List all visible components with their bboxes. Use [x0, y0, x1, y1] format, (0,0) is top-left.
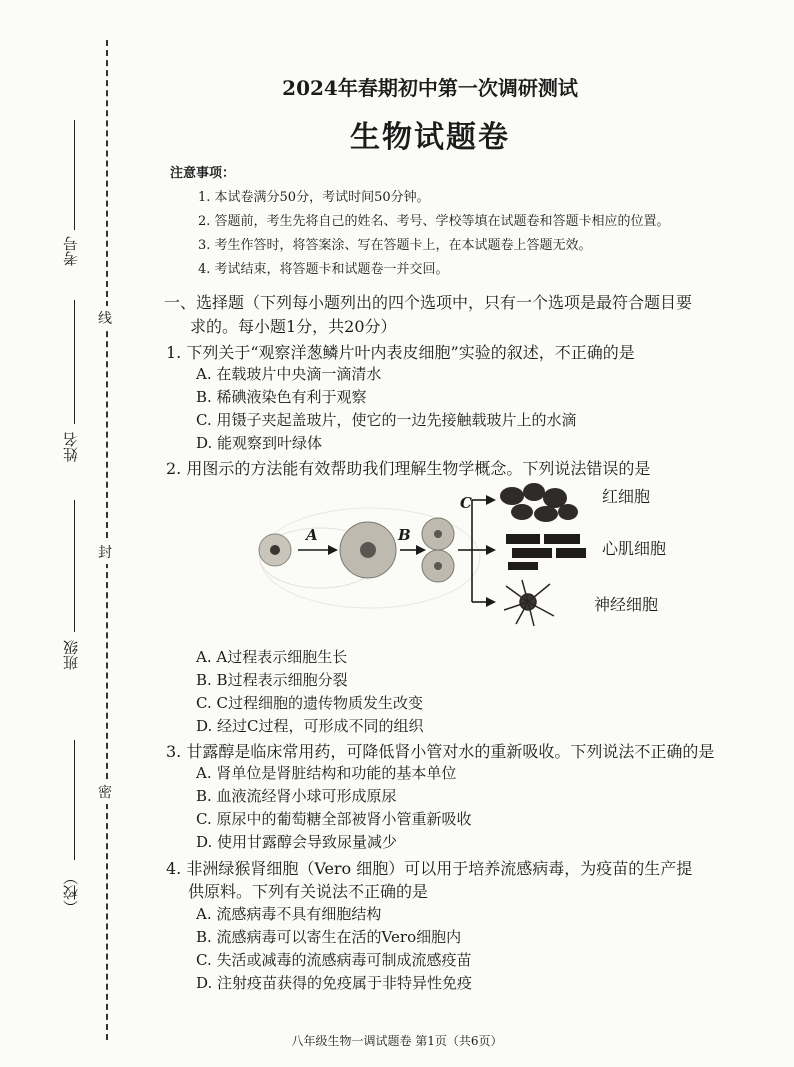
- divided-cells-icon: [422, 518, 454, 582]
- grown-cell-icon: [340, 522, 396, 578]
- binding-mark-xian: 线: [98, 306, 112, 330]
- notice-heading: 注意事项：: [170, 166, 236, 181]
- binding-mark-mi: 密: [98, 780, 112, 804]
- question-3-option-c: C. 原尿中的葡萄糖全部被肾小管重新吸收: [196, 810, 472, 828]
- cardiac-muscle-cells-icon: [506, 534, 586, 570]
- notice-item: 2. 答题前，考生先将自己的姓名、考号、学校等填在试题卷和答题卡相应的位置。: [198, 214, 670, 229]
- notice-item: 1. 本试卷满分50分，考试时间50分钟。: [198, 190, 430, 205]
- question-2-stem: 2. 用图示的方法能有效帮助我们理解生物学概念。下列说法错误的是: [166, 459, 651, 478]
- class-label: 班级: [62, 640, 80, 670]
- name-blank: [74, 300, 75, 424]
- page-footer: 八年级生物一调试题卷 第1页（共6页）: [291, 1034, 503, 1048]
- nerve-cell-icon: [504, 580, 554, 626]
- question-4-option-a: A. 流感病毒不具有细胞结构: [196, 905, 382, 923]
- paper-subtitle: 生物试题卷: [350, 120, 510, 155]
- section-heading-line2: 求的。每小题1分，共20分）: [190, 317, 397, 336]
- question-1-stem: 1. 下列关于“观察洋葱鳞片叶内表皮细胞”实验的叙述，不正确的是: [166, 343, 635, 362]
- class-blank: [74, 500, 75, 632]
- question-3-option-a: A. 肾单位是肾脏结构和功能的基本单位: [196, 764, 457, 782]
- label-nerve-cell: 神经细胞: [594, 595, 659, 614]
- name-label: 姓名: [62, 432, 80, 462]
- notice-item: 3. 考生作答时，将答案涂、写在答题卡上，在本试题卷上答题无效。: [198, 238, 592, 253]
- question-3-option-d: D. 使用甘露醇会导致尿量减少: [196, 833, 398, 851]
- school-blank: [74, 740, 75, 860]
- question-1-option-c: C. 用镊子夹起盖玻片，使它的一边先接触载玻片上的水滴: [196, 411, 577, 429]
- question-3-stem: 3. 甘露醇是临床常用药，可降低肾小管对水的重新吸收。下列说法不正确的是: [166, 742, 715, 761]
- cell-differentiation-diagram: [250, 478, 690, 628]
- red-blood-cells-icon: [500, 483, 578, 522]
- question-2-option-a: A. A过程表示细胞生长: [196, 648, 348, 666]
- question-3-option-b: B. 血液流经肾小球可形成原尿: [196, 787, 397, 805]
- arrow-c-label: C: [460, 494, 472, 512]
- question-4-option-b: B. 流感病毒可以寄生在活的Vero细胞内: [196, 928, 462, 946]
- notice-item: 4. 考试结束，将答题卡和试题卷一并交回。: [198, 262, 449, 277]
- question-2-option-b: B. B过程表示细胞分裂: [196, 671, 348, 689]
- label-red-blood-cell: 红细胞: [602, 487, 651, 506]
- question-2-option-d: D. 经过C过程，可形成不同的组织: [196, 717, 424, 735]
- small-cell-icon: [259, 534, 291, 566]
- exam-no-blank: [74, 120, 75, 230]
- school-label: （校）: [62, 870, 80, 915]
- question-1-option-a: A. 在载玻片中央滴一滴清水: [196, 365, 382, 383]
- question-4-option-d: D. 注射疫苗获得的免疫属于非特异性免疫: [196, 974, 473, 992]
- arrow-b-label: B: [398, 526, 411, 544]
- exam-no-label: 考号: [62, 236, 80, 266]
- binding-mark-feng: 封: [98, 540, 112, 564]
- section-heading-line1: 一、选择题（下列每小题列出的四个选项中，只有一个选项是最符合题目要: [164, 293, 693, 312]
- label-cardiac-muscle-cell: 心肌细胞: [602, 539, 667, 558]
- arrow-a-label: A: [306, 526, 318, 544]
- binding-margin: [0, 0, 150, 1067]
- question-4-stem-line1: 4. 非洲绿猴肾细胞（Vero 细胞）可以用于培养流感病毒，为疫苗的生产提: [166, 859, 693, 878]
- question-4-stem-line2: 供原料。下列有关说法不正确的是: [188, 882, 429, 901]
- question-4-option-c: C. 失活或减毒的流感病毒可制成流感疫苗: [196, 951, 472, 969]
- question-1-option-d: D. 能观察到叶绿体: [196, 434, 323, 452]
- question-1-option-b: B. 稀碘液染色有利于观察: [196, 388, 367, 406]
- question-2-option-c: C. C过程细胞的遗传物质发生改变: [196, 694, 423, 712]
- exam-title: 2024年春期初中第一次调研测试: [282, 76, 578, 100]
